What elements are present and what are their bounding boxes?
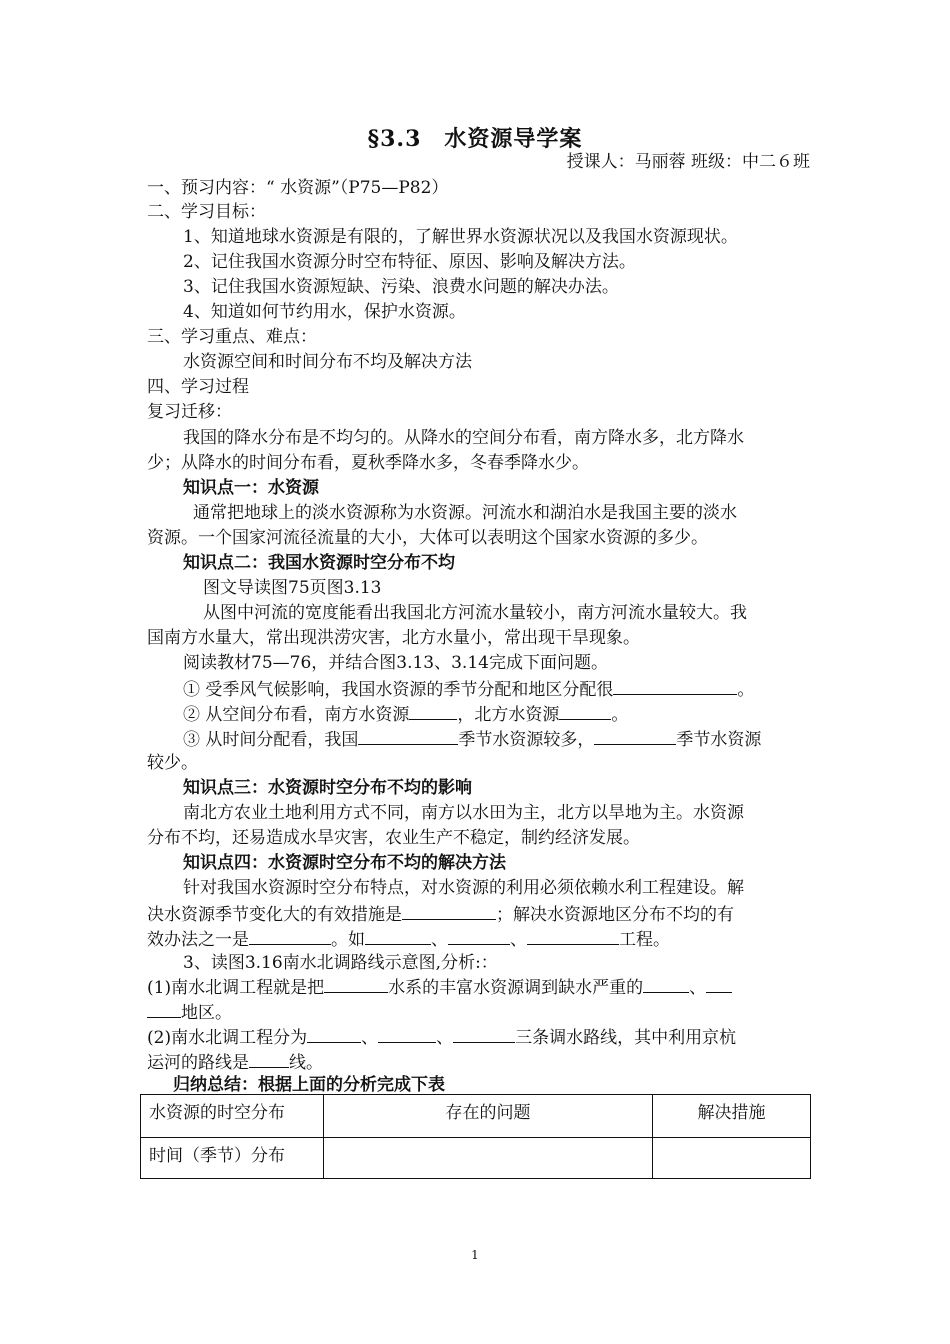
answer-blank[interactable]: [249, 926, 331, 945]
review-heading: 复习迁移：: [147, 402, 232, 422]
goal-item: 4、知道如何节约用水，保护水资源。: [183, 302, 466, 322]
question-3-text: 季节水资源: [676, 730, 762, 750]
answer-blank[interactable]: [643, 976, 689, 993]
kp1-paragraph-line: 资源。一个国家河流径流量的大小，大体可以表明这个国家水资源的多少。: [147, 528, 708, 548]
knowledge-point-3-heading: 知识点三：水资源时空分布不均的影响: [183, 778, 472, 798]
subquestion-text: 运河的路线是: [147, 1053, 249, 1073]
question-1-text: ① 受季风气候影响，我国水资源的季节分配和地区分配很: [183, 680, 614, 700]
question-3-intro: 3、读图3.16南水北调路线示意图,分析:：: [183, 953, 498, 973]
answer-blank[interactable]: [249, 1051, 289, 1068]
question-1-end: 。: [737, 680, 755, 700]
subquestion-1-continuation: [147, 1001, 232, 1025]
figure-reference: 图文导读图75页图3.13: [203, 578, 382, 598]
question-3: [183, 726, 761, 752]
subquestion-2: [147, 1026, 736, 1050]
answer-blank[interactable]: [147, 1001, 181, 1018]
question-2-end: 。: [611, 705, 629, 725]
kp4-text: 决水资源季节变化大的有效措施是: [147, 905, 402, 925]
key-points-text: 水资源空间和时间分布不均及解决方法: [183, 352, 472, 372]
kp3-paragraph-line: 南北方农业土地利用方式不同，南方以水田为主，北方以旱地为主。水资源: [183, 803, 744, 823]
answer-blank[interactable]: [365, 926, 431, 945]
table-header-cell: 解决措施: [653, 1095, 811, 1138]
summary-table: [140, 1094, 811, 1179]
answer-blank[interactable]: [378, 1026, 436, 1043]
kp3-paragraph-line: 分布不均，还易造成水旱灾害，农业生产不稳定，制约经济发展。: [147, 828, 640, 848]
question-3-continuation: 较少。: [147, 753, 198, 773]
kp4-text: 、: [431, 930, 448, 950]
answer-blank[interactable]: [706, 976, 732, 993]
goal-item: 3、记住我国水资源短缺、污染、浪费水问题的解决办法。: [183, 277, 619, 297]
answer-blank[interactable]: [559, 701, 611, 720]
review-paragraph-line: 少；从降水的时间分布看，夏秋季降水多，冬春季降水少。: [147, 453, 589, 473]
subquestion-text: 地区。: [181, 1003, 232, 1023]
kp4-paragraph-line: [147, 926, 670, 952]
kp1-paragraph-line: 通常把地球上的淡水资源称为水资源。河流水和湖泊水是我国主要的淡水: [193, 503, 737, 523]
key-points-heading: 三、学习重点、难点：: [147, 327, 317, 347]
table-cell: 时间（季节）分布: [141, 1138, 324, 1179]
summary-heading: 归纳总结：根据上面的分析完成下表: [173, 1075, 445, 1095]
subquestion-text: (2)南水北调工程分为: [147, 1028, 308, 1048]
table-cell-empty[interactable]: [653, 1138, 811, 1179]
goals-heading: 二、学习目标：: [147, 202, 266, 222]
question-1: [183, 676, 754, 702]
subquestion-text: 三条调水路线，其中利用京杭: [515, 1028, 737, 1048]
table-header-cell: 存在的问题: [324, 1095, 653, 1138]
question-2: [183, 701, 628, 727]
kp4-text: 效办法之一是: [147, 930, 249, 950]
process-heading: 四、学习过程: [147, 377, 249, 397]
kp4-text: 。如: [331, 930, 365, 950]
answer-blank[interactable]: [307, 1026, 361, 1043]
page-number: 1: [471, 1248, 479, 1262]
answer-blank[interactable]: [409, 701, 457, 720]
subquestion-text: 、: [436, 1028, 454, 1048]
answer-blank[interactable]: [324, 976, 388, 993]
answer-blank[interactable]: [448, 926, 510, 945]
kp4-paragraph-line: [147, 901, 734, 927]
teacher-class-line: 授课人：马丽蓉 班级：中二６班: [566, 152, 810, 172]
preview-content: 一、预习内容：“ 水资源”（P75—P82）: [147, 178, 449, 198]
goal-item: 1、知道地球水资源是有限的，了解世界水资源状况以及我国水资源现状。: [183, 227, 738, 247]
table-cell-empty[interactable]: [324, 1138, 653, 1179]
knowledge-point-4-heading: 知识点四：水资源时空分布不均的解决方法: [183, 853, 506, 873]
table-row: [141, 1138, 811, 1179]
subquestion-2-continuation: [147, 1051, 323, 1075]
answer-blank[interactable]: [453, 1026, 515, 1043]
subquestion-1: [147, 976, 732, 1000]
subquestion-text: 、: [689, 978, 707, 998]
kp4-text: 、: [510, 930, 527, 950]
table-header-cell: 水资源的时空分布: [141, 1095, 324, 1138]
kp2-paragraph-line: 从图中河流的宽度能看出我国北方河流水量较小，南方河流水量较大。我: [203, 603, 747, 623]
subquestion-text: 、: [361, 1028, 379, 1048]
table-header-row: [141, 1095, 811, 1138]
answer-blank[interactable]: [402, 901, 496, 920]
reading-instruction: 阅读教材75—76，并结合图3.13、3.14完成下面问题。: [183, 653, 608, 673]
answer-blank[interactable]: [358, 726, 458, 745]
question-2-text: ，北方水资源: [457, 705, 560, 725]
knowledge-point-2-heading: 知识点二：我国水资源时空分布不均: [183, 553, 455, 573]
kp2-paragraph-line: 国南方水量大，常出现洪涝灾害，北方水量小，常出现干旱现象。: [147, 628, 640, 648]
subquestion-text: 水系的丰富水资源调到缺水严重的: [388, 978, 644, 998]
subquestion-text: (1)南水北调工程就是把: [147, 978, 325, 998]
kp4-text: ；解决水资源地区分布不均的有: [496, 905, 734, 925]
answer-blank[interactable]: [613, 676, 737, 695]
kp4-paragraph-line: 针对我国水资源时空分布特点，对水资源的利用必须依赖水利工程建设。解: [183, 878, 744, 898]
knowledge-point-1-heading: 知识点一：水资源: [183, 478, 319, 498]
question-3-text: ③ 从时间分配看，我国: [183, 730, 359, 750]
answer-blank[interactable]: [527, 926, 619, 945]
question-2-text: ② 从空间分布看，南方水资源: [183, 705, 410, 725]
goal-item: 2、记住我国水资源分时空布特征、原因、影响及解决方法。: [183, 252, 636, 272]
review-paragraph-line: 我国的降水分布是不均匀的。从降水的空间分布看，南方降水多，北方降水: [183, 428, 744, 448]
page-title: §3.3 水资源导学案: [367, 126, 583, 152]
kp4-text: 工程。: [619, 930, 670, 950]
subquestion-text: 线。: [289, 1053, 323, 1073]
question-3-text: 季节水资源较多，: [458, 730, 595, 750]
answer-blank[interactable]: [594, 726, 676, 745]
